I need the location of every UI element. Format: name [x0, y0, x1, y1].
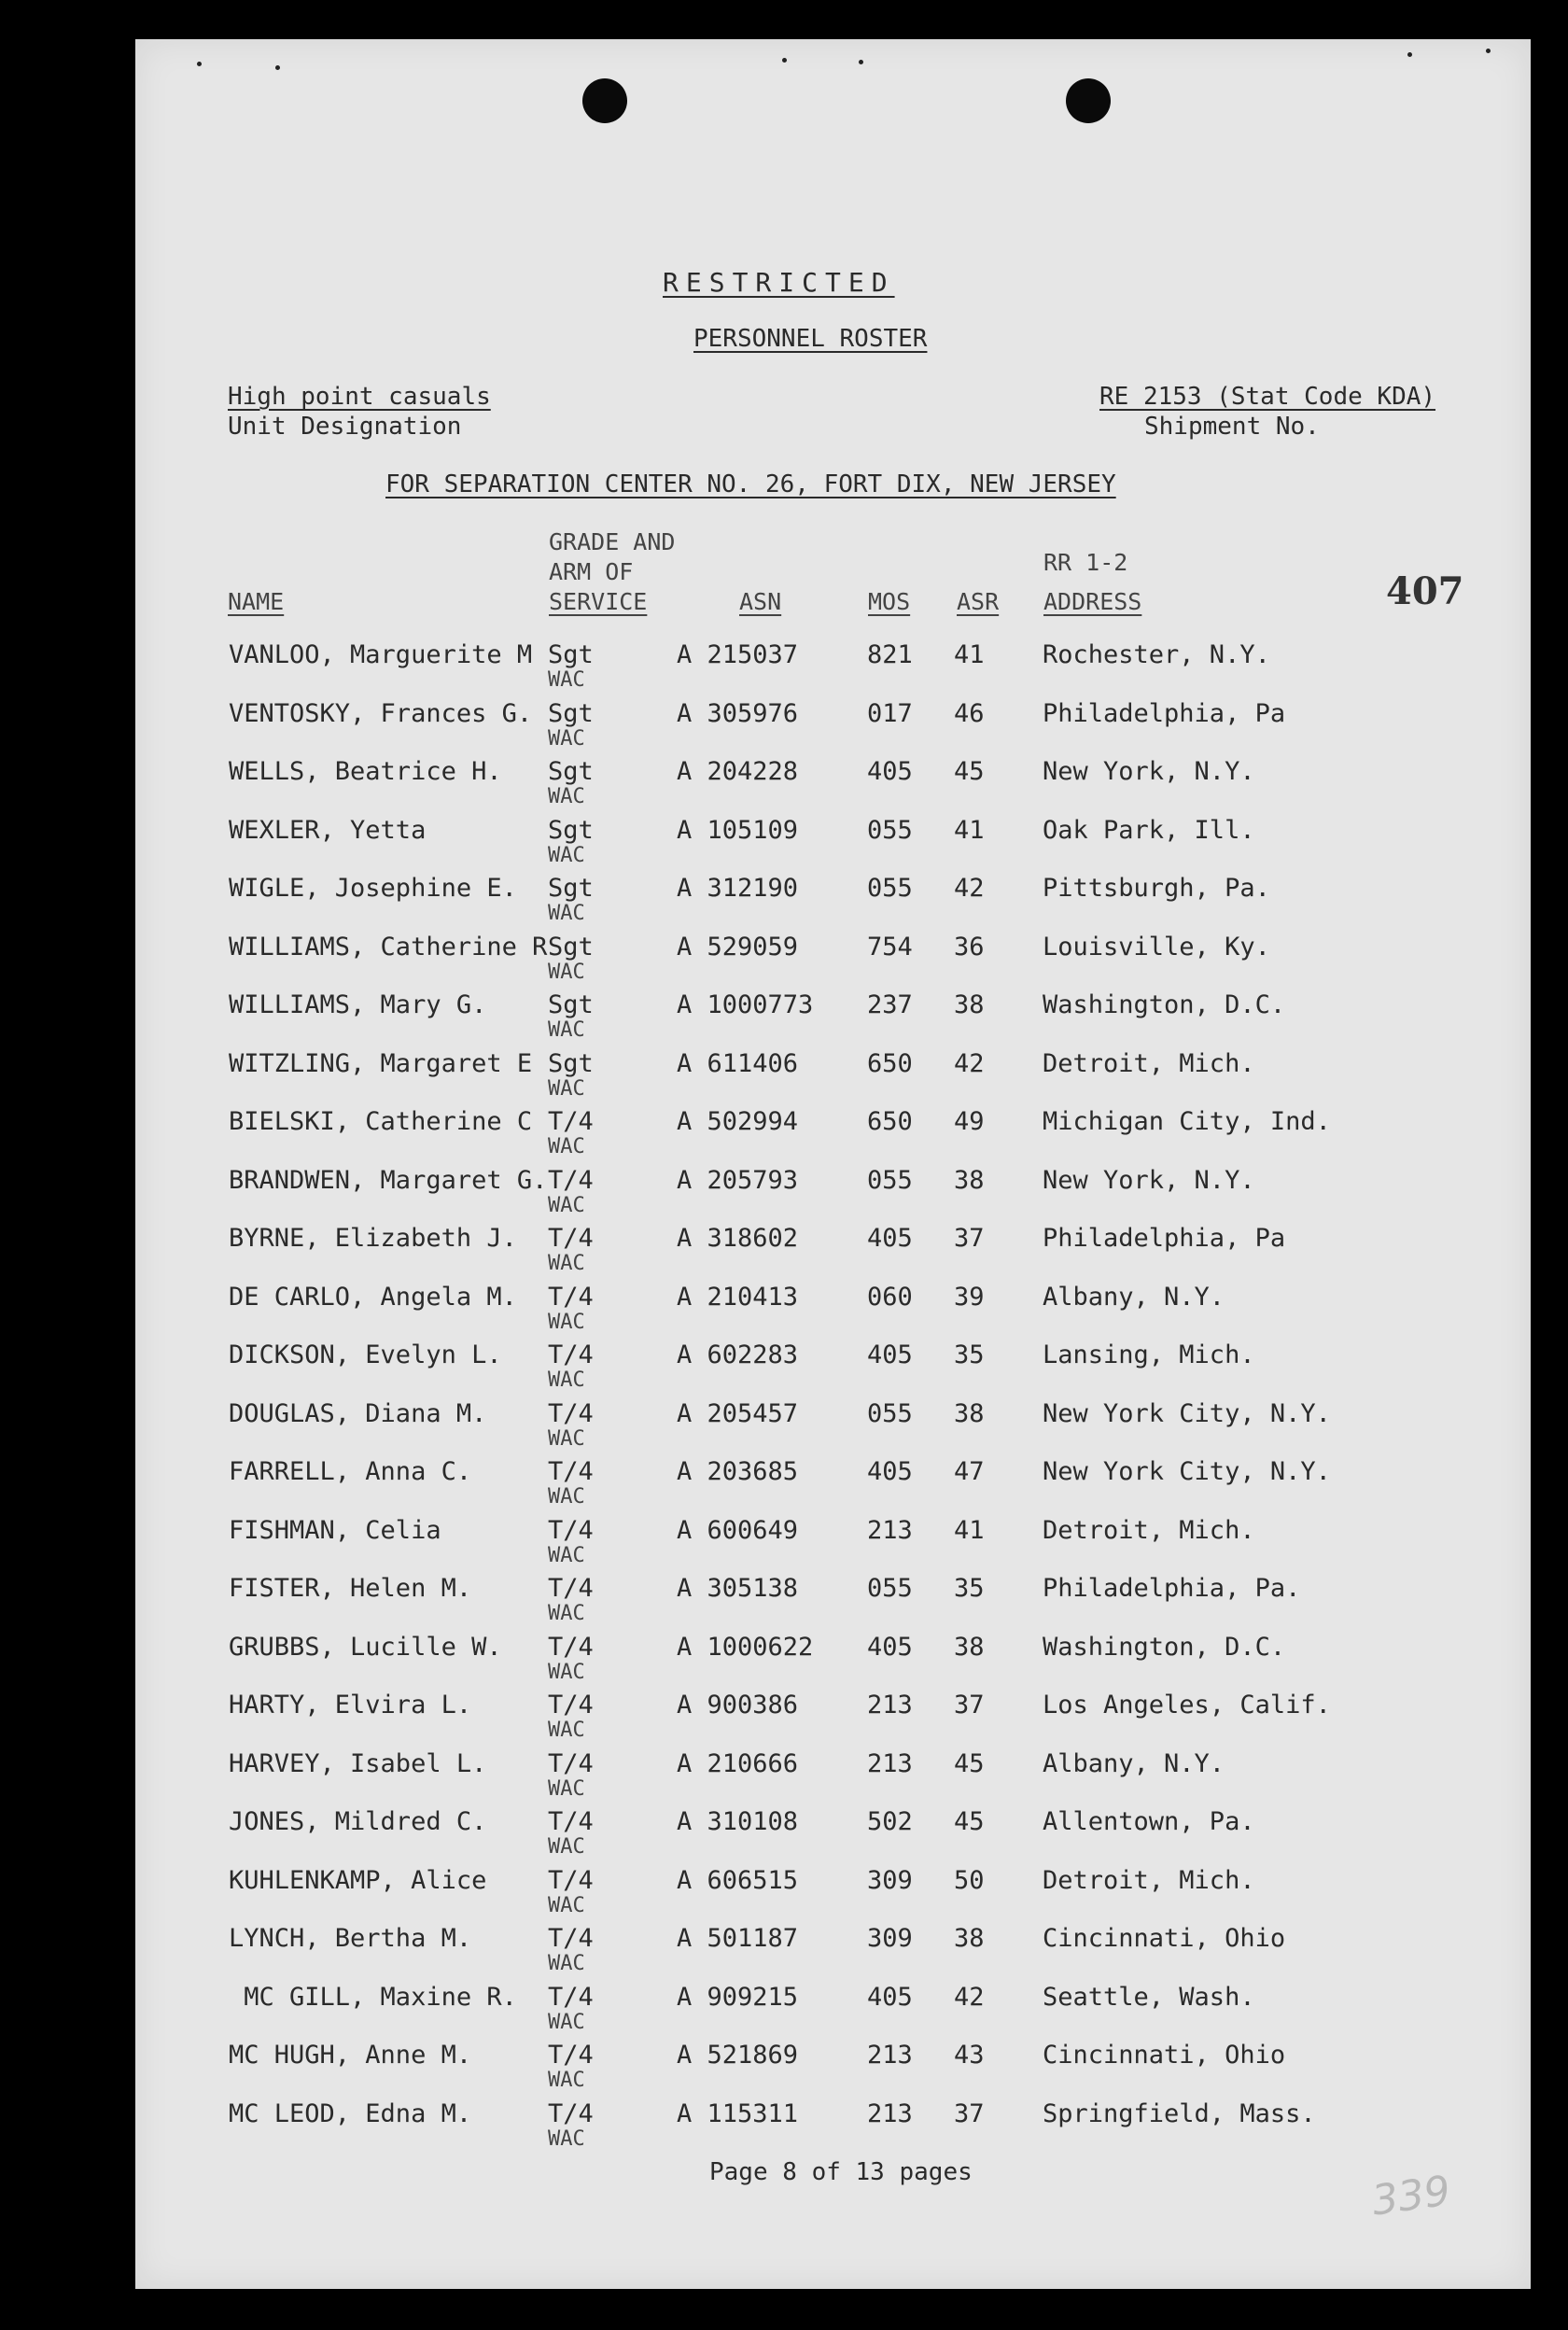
arm-of-service-cell: WAC: [548, 1135, 585, 1158]
grade-cell: Sgt: [548, 874, 594, 903]
mos-cell: 502: [867, 1807, 913, 1836]
col-header-name: NAME: [228, 588, 285, 615]
table-row: [135, 1924, 1531, 1982]
arm-of-service-cell: WAC: [548, 2126, 585, 2151]
table-row: [135, 2099, 1531, 2157]
asn-cell: A 203685: [677, 1457, 799, 1486]
table-row: [135, 1166, 1531, 1224]
grade-cell: T/4: [548, 2041, 594, 2070]
name-cell: HARTY, Elvira L.: [229, 1691, 472, 1719]
table-row: [135, 874, 1531, 932]
unit-designation-value: High point casuals: [228, 383, 491, 411]
grade-cell: Sgt: [548, 1048, 594, 1078]
mos-cell: 213: [867, 1748, 913, 1778]
table-row: [135, 933, 1531, 990]
address-cell: Cincinnati, Ohio: [1043, 2041, 1286, 2070]
mos-cell: 821: [867, 640, 913, 669]
arm-of-service-cell: WAC: [548, 1252, 585, 1275]
asn-cell: A 900386: [677, 1691, 799, 1719]
asr-cell: 45: [954, 1748, 985, 1778]
grade-cell: T/4: [548, 1924, 594, 1953]
arm-of-service-cell: WAC: [548, 1719, 585, 1742]
mos-cell: 650: [867, 1107, 913, 1136]
mos-cell: 213: [867, 2098, 913, 2128]
asn-cell: A 502994: [677, 1107, 799, 1136]
asr-cell: 42: [954, 874, 985, 903]
address-cell: Lansing, Mich.: [1043, 1340, 1255, 1369]
classification-heading: RESTRICTED: [663, 267, 895, 298]
shipment-number-value: RE 2153 (Stat Code KDA): [1099, 383, 1436, 411]
arm-of-service-cell: WAC: [548, 960, 585, 984]
address-cell: Philadelphia, Pa.: [1043, 1574, 1301, 1603]
asr-cell: 38: [954, 1398, 985, 1428]
grade-cell: T/4: [548, 1632, 594, 1662]
arm-of-service-cell: WAC: [548, 2010, 585, 2034]
mos-cell: 237: [867, 990, 913, 1019]
grade-cell: T/4: [548, 1807, 594, 1836]
table-row: [135, 699, 1531, 757]
arm-of-service-cell: WAC: [548, 1426, 585, 1451]
asr-cell: 41: [954, 640, 985, 669]
grade-cell: T/4: [548, 1224, 594, 1253]
arm-of-service-cell: WAC: [548, 1310, 585, 1334]
arm-of-service-cell: WAC: [548, 1018, 585, 1042]
asr-cell: 36: [954, 932, 985, 961]
mos-cell: 405: [867, 1340, 913, 1369]
table-row: [135, 1399, 1531, 1457]
table-row: [135, 1107, 1531, 1165]
address-cell: Albany, N.Y.: [1043, 1748, 1225, 1778]
table-row: [135, 1691, 1531, 1748]
name-cell: WEXLER, Yetta: [229, 815, 427, 845]
address-cell: Oak Park, Ill.: [1043, 815, 1255, 845]
mos-cell: 055: [867, 1165, 913, 1195]
table-row: [135, 757, 1531, 815]
arm-of-service-cell: WAC: [548, 1602, 585, 1625]
asr-cell: 37: [954, 2098, 985, 2128]
name-cell: DOUGLAS, Diana M.: [229, 1398, 487, 1428]
asn-cell: A 310108: [677, 1807, 799, 1836]
mos-cell: 055: [867, 1574, 913, 1603]
punch-hole-left: [582, 78, 627, 123]
table-row: [135, 1457, 1531, 1515]
address-cell: Philadelphia, Pa: [1043, 1224, 1286, 1253]
arm-of-service-cell: WAC: [548, 1952, 585, 1975]
asr-cell: 43: [954, 2041, 985, 2070]
grade-cell: Sgt: [548, 990, 594, 1019]
mos-cell: 213: [867, 1691, 913, 1719]
table-row: [135, 1340, 1531, 1398]
name-cell: WILLIAMS, Catherine R: [229, 932, 548, 961]
table-row: [135, 1633, 1531, 1691]
arm-of-service-cell: WAC: [548, 1543, 585, 1567]
mos-cell: 213: [867, 1515, 913, 1545]
asr-cell: 42: [954, 1048, 985, 1078]
table-row: [135, 816, 1531, 874]
arm-of-service-cell: WAC: [548, 1485, 585, 1509]
table-row: [135, 1749, 1531, 1807]
asr-cell: 38: [954, 1165, 985, 1195]
name-cell: WITZLING, Margaret E: [229, 1048, 533, 1078]
asr-cell: 41: [954, 1515, 985, 1545]
asn-cell: A 606515: [677, 1865, 799, 1895]
asn-cell: A 611406: [677, 1048, 799, 1078]
grade-cell: Sgt: [548, 815, 594, 845]
name-cell: VENTOSKY, Frances G.: [229, 698, 533, 728]
asr-cell: 50: [954, 1865, 985, 1895]
pencil-note: 339: [1368, 2167, 1454, 2225]
mos-cell: 055: [867, 815, 913, 845]
table-row: [135, 1983, 1531, 2041]
name-cell: VANLOO, Marguerite M: [229, 640, 533, 669]
table-row: [135, 2041, 1531, 2098]
asn-cell: A 215037: [677, 640, 799, 669]
asr-cell: 45: [954, 757, 985, 786]
name-cell: BRANDWEN, Margaret G.: [229, 1165, 548, 1195]
col-header-asr: ASR: [957, 588, 1000, 615]
address-cell: Washington, D.C.: [1043, 1632, 1286, 1662]
speck: [197, 62, 202, 66]
asn-cell: A 1000622: [677, 1632, 814, 1662]
col-header-grade-l3: SERVICE: [549, 588, 648, 615]
grade-cell: T/4: [548, 1691, 594, 1719]
arm-of-service-cell: WAC: [548, 1076, 585, 1101]
arm-of-service-cell: WAC: [548, 1776, 585, 1801]
grade-cell: T/4: [548, 1865, 594, 1895]
asr-cell: 39: [954, 1282, 985, 1312]
name-cell: LYNCH, Bertha M.: [229, 1924, 472, 1953]
grade-cell: Sgt: [548, 698, 594, 728]
table-row: [135, 1283, 1531, 1340]
mos-cell: 055: [867, 1398, 913, 1428]
mos-cell: 055: [867, 874, 913, 903]
asn-cell: A 312190: [677, 874, 799, 903]
table-row: [135, 1224, 1531, 1282]
address-cell: Pittsburgh, Pa.: [1043, 874, 1270, 903]
address-cell: Albany, N.Y.: [1043, 1282, 1225, 1312]
address-cell: Philadelphia, Pa: [1043, 698, 1286, 728]
name-cell: WIGLE, Josephine E.: [229, 874, 517, 903]
col-header-mos: MOS: [868, 588, 911, 615]
arm-of-service-cell: WAC: [548, 843, 585, 867]
asr-cell: 38: [954, 1924, 985, 1953]
document-page: [135, 39, 1531, 2289]
address-cell: New York City, N.Y.: [1043, 1457, 1331, 1486]
table-row: [135, 1807, 1531, 1865]
table-row: [135, 1866, 1531, 1924]
document-title: PERSONNEL ROSTER: [693, 325, 928, 353]
asn-cell: A 205457: [677, 1398, 799, 1428]
name-cell: WILLIAMS, Mary G.: [229, 990, 487, 1019]
grade-cell: Sgt: [548, 757, 594, 786]
mos-cell: 017: [867, 698, 913, 728]
col-header-address-l2: ADDRESS: [1043, 588, 1142, 615]
table-row: [135, 1516, 1531, 1574]
name-cell: FISTER, Helen M.: [229, 1574, 472, 1603]
mos-cell: 309: [867, 1865, 913, 1895]
asn-cell: A 210413: [677, 1282, 799, 1312]
asr-cell: 37: [954, 1224, 985, 1253]
asn-cell: A 205793: [677, 1165, 799, 1195]
mos-cell: 405: [867, 1224, 913, 1253]
address-cell: Seattle, Wash.: [1043, 1982, 1255, 2012]
asr-cell: 37: [954, 1691, 985, 1719]
address-cell: Detroit, Mich.: [1043, 1515, 1255, 1545]
arm-of-service-cell: WAC: [548, 785, 585, 808]
grade-cell: T/4: [548, 1107, 594, 1136]
name-cell: MC LEOD, Edna M.: [229, 2098, 472, 2128]
asn-cell: A 521869: [677, 2041, 799, 2070]
name-cell: BIELSKI, Catherine C: [229, 1107, 533, 1136]
address-cell: Rochester, N.Y.: [1043, 640, 1270, 669]
grade-cell: Sgt: [548, 640, 594, 669]
grade-cell: T/4: [548, 1748, 594, 1778]
asr-cell: 38: [954, 990, 985, 1019]
arm-of-service-cell: WAC: [548, 726, 585, 751]
address-cell: Springfield, Mass.: [1043, 2098, 1316, 2128]
grade-cell: T/4: [548, 2098, 594, 2128]
punch-hole-right: [1066, 78, 1111, 123]
mos-cell: 650: [867, 1048, 913, 1078]
grade-cell: T/4: [548, 1165, 594, 1195]
asn-cell: A 529059: [677, 932, 799, 961]
asn-cell: A 1000773: [677, 990, 814, 1019]
name-cell: GRUBBS, Lucille W.: [229, 1632, 502, 1662]
arm-of-service-cell: WAC: [548, 1193, 585, 1217]
speck: [275, 65, 280, 70]
name-cell: MC GILL, Maxine R.: [229, 1982, 517, 2012]
address-cell: New York City, N.Y.: [1043, 1398, 1331, 1428]
name-cell: JONES, Mildred C.: [229, 1807, 487, 1836]
name-cell: DICKSON, Evelyn L.: [229, 1340, 502, 1369]
table-row: [135, 990, 1531, 1048]
grade-cell: T/4: [548, 1340, 594, 1369]
asr-cell: 35: [954, 1340, 985, 1369]
asn-cell: A 210666: [677, 1748, 799, 1778]
asr-cell: 46: [954, 698, 985, 728]
arm-of-service-cell: WAC: [548, 1660, 585, 1684]
page-count: Page 8 of 13 pages: [709, 2158, 973, 2186]
grade-cell: T/4: [548, 1982, 594, 2012]
arm-of-service-cell: WAC: [548, 1369, 585, 1392]
name-cell: FISHMAN, Celia: [229, 1515, 441, 1545]
table-row: [135, 1574, 1531, 1632]
address-cell: New York, N.Y.: [1043, 1165, 1255, 1195]
name-cell: BYRNE, Elizabeth J.: [229, 1224, 517, 1253]
asr-cell: 47: [954, 1457, 985, 1486]
grade-cell: T/4: [548, 1515, 594, 1545]
address-cell: Los Angeles, Calif.: [1043, 1691, 1331, 1719]
asn-cell: A 305976: [677, 698, 799, 728]
col-header-grade-l2: ARM OF: [549, 558, 634, 585]
shipment-number-label: Shipment No.: [1144, 413, 1320, 441]
address-cell: Detroit, Mich.: [1043, 1865, 1255, 1895]
mos-cell: 213: [867, 2041, 913, 2070]
table-row: [135, 1049, 1531, 1107]
mos-cell: 405: [867, 757, 913, 786]
grade-cell: T/4: [548, 1574, 594, 1603]
speck: [859, 60, 863, 64]
col-header-asn: ASN: [739, 588, 782, 615]
asr-cell: 49: [954, 1107, 985, 1136]
asn-cell: A 600649: [677, 1515, 799, 1545]
name-cell: HARVEY, Isabel L.: [229, 1748, 487, 1778]
asr-cell: 45: [954, 1807, 985, 1836]
address-cell: New York, N.Y.: [1043, 757, 1255, 786]
grade-cell: T/4: [548, 1282, 594, 1312]
grade-cell: T/4: [548, 1398, 594, 1428]
asn-cell: A 115311: [677, 2098, 799, 2128]
asn-cell: A 204228: [677, 757, 799, 786]
name-cell: FARRELL, Anna C.: [229, 1457, 472, 1486]
page-stamp-number: 407: [1386, 569, 1464, 613]
mos-cell: 754: [867, 932, 913, 961]
name-cell: WELLS, Beatrice H.: [229, 757, 502, 786]
asr-cell: 35: [954, 1574, 985, 1603]
address-cell: Michigan City, Ind.: [1043, 1107, 1331, 1136]
asn-cell: A 501187: [677, 1924, 799, 1953]
grade-cell: T/4: [548, 1457, 594, 1486]
address-cell: Washington, D.C.: [1043, 990, 1286, 1019]
mos-cell: 405: [867, 1632, 913, 1662]
col-header-grade-l1: GRADE AND: [549, 528, 676, 555]
arm-of-service-cell: WAC: [548, 668, 585, 692]
arm-of-service-cell: WAC: [548, 1893, 585, 1917]
arm-of-service-cell: WAC: [548, 1835, 585, 1859]
address-cell: Louisville, Ky.: [1043, 932, 1270, 961]
mos-cell: 060: [867, 1282, 913, 1312]
asn-cell: A 318602: [677, 1224, 799, 1253]
speck: [782, 58, 787, 63]
asn-cell: A 909215: [677, 1982, 799, 2012]
asn-cell: A 305138: [677, 1574, 799, 1603]
asr-cell: 38: [954, 1632, 985, 1662]
speck: [1407, 52, 1412, 57]
name-cell: KUHLENKAMP, Alice: [229, 1865, 487, 1895]
asn-cell: A 105109: [677, 815, 799, 845]
col-header-address-l1: RR 1-2: [1043, 549, 1128, 576]
address-cell: Cincinnati, Ohio: [1043, 1924, 1286, 1953]
unit-designation-label: Unit Designation: [228, 413, 462, 441]
speck: [1486, 49, 1491, 53]
name-cell: MC HUGH, Anne M.: [229, 2041, 472, 2070]
arm-of-service-cell: WAC: [548, 902, 585, 925]
asr-cell: 41: [954, 815, 985, 845]
name-cell: DE CARLO, Angela M.: [229, 1282, 517, 1312]
asn-cell: A 602283: [677, 1340, 799, 1369]
grade-cell: Sgt: [548, 932, 594, 961]
table-row: [135, 640, 1531, 698]
mos-cell: 405: [867, 1457, 913, 1486]
mos-cell: 309: [867, 1924, 913, 1953]
mos-cell: 405: [867, 1982, 913, 2012]
address-cell: Detroit, Mich.: [1043, 1048, 1255, 1078]
arm-of-service-cell: WAC: [548, 2069, 585, 2092]
address-cell: Allentown, Pa.: [1043, 1807, 1255, 1836]
destination-line: FOR SEPARATION CENTER NO. 26, FORT DIX, NEW JERSEY: [385, 470, 1116, 498]
asr-cell: 42: [954, 1982, 985, 2012]
